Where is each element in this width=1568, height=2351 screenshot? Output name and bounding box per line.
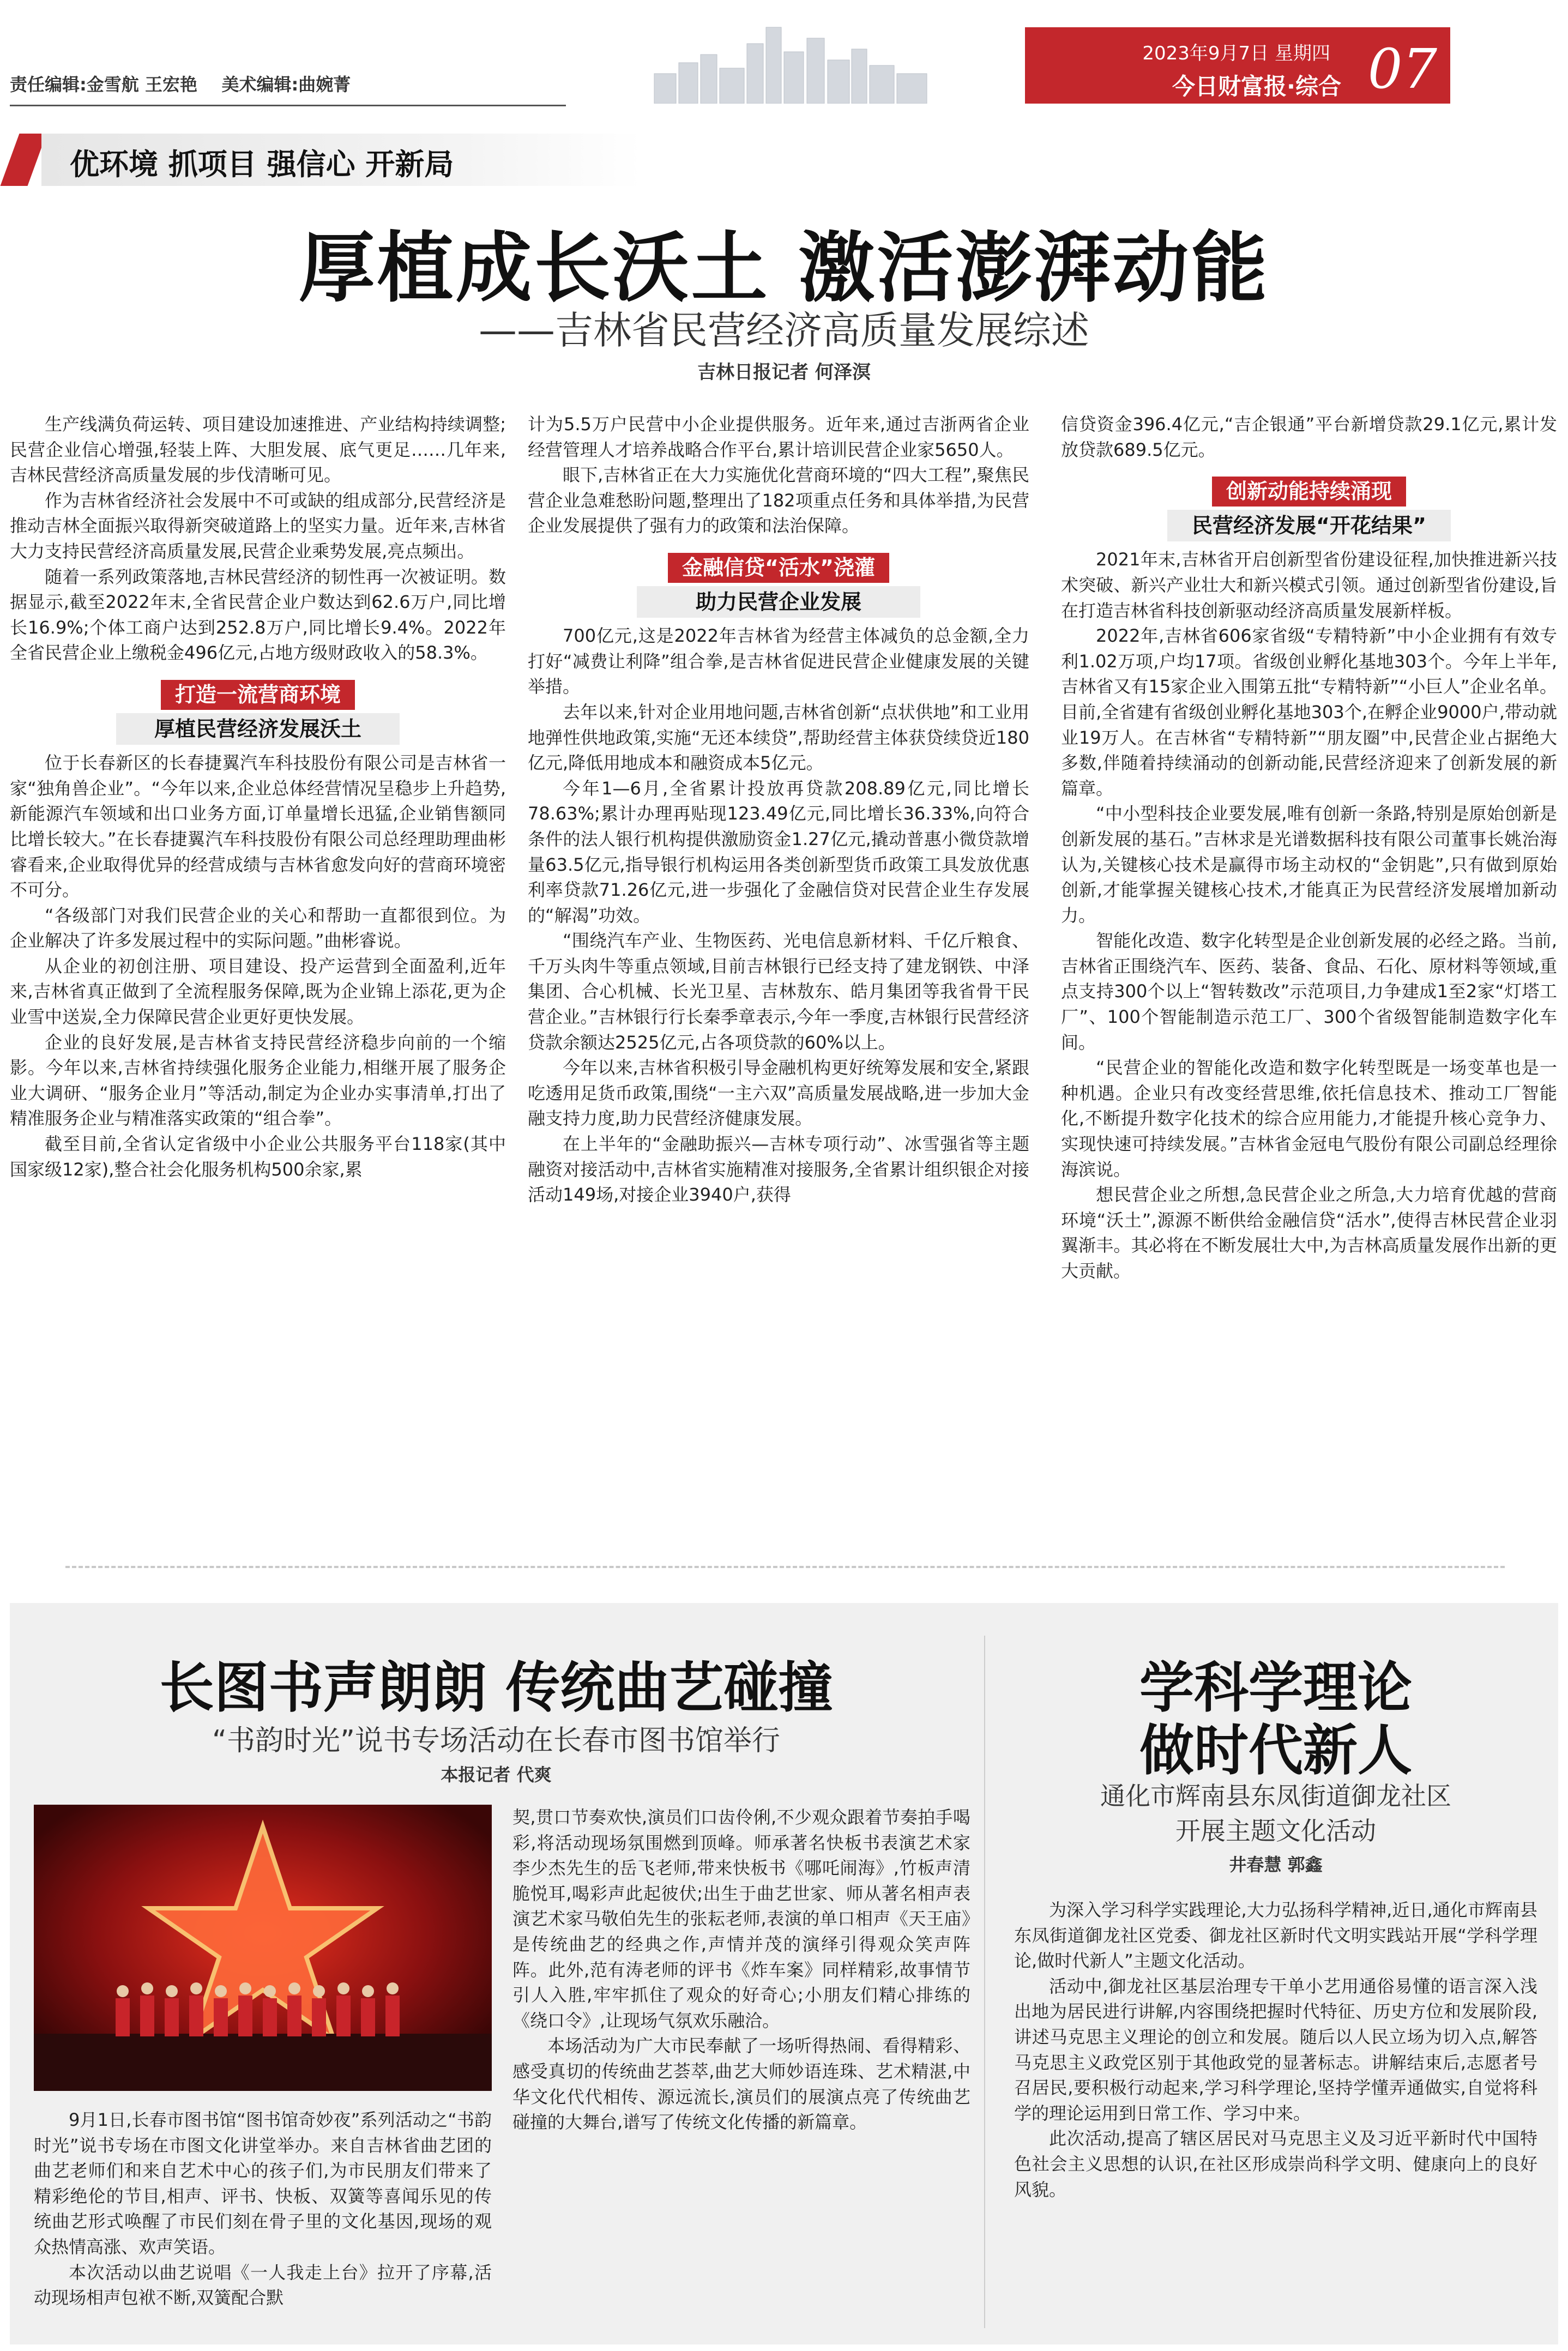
paragraph: 2021年末,吉林省开启创新型省份建设征程,加快推进新兴技术突破、新兴产业壮大和新兴模式引领。通过创新型省份建设,旨在打造吉林省科技创新驱动经济高质量发展新样板。 bbox=[1061, 549, 1557, 621]
paragraph: “各级部门对我们民营企业的关心和帮助一直都很到位。为企业解决了许多发展过程中的实际问题。”曲彬睿说。 bbox=[10, 905, 506, 951]
section-banner bbox=[1025, 27, 1450, 104]
main-headline: 厚植成长沃土 激活澎湃动能 bbox=[298, 224, 1270, 313]
story3-subheadline-line1: 通化市辉南县东凤街道御龙社区 bbox=[1100, 1781, 1451, 1811]
paragraph: 今年1—6月,全省累计投放再贷款208.89亿元,同比增长78.63%;累计办理再贴现123.49亿元,同比增长36.33%,向符合条件的法人银行机构提供激励资金1.27亿元,撬动普惠小微贷款增量63.5亿元,指导银行机构运用各类创新型货币政策工具发放优惠利率贷款71.26亿元,进一步强化了金融信贷对民营企业生存发展的“解渴”功效。 bbox=[528, 777, 1029, 926]
paragraph: 本次活动以曲艺说唱《一人我走上台》拉开了序幕,活动现场相声包袱不断,双簧配合默 bbox=[34, 2262, 492, 2308]
paragraph: 随着一系列政策落地,吉林民营经济的韧性再一次被证明。数据显示,截至2022年末,全省民营企业户数达到62.6万户,同比增长16.9%;个体工商户达到252.8万户,同比增长9.4%。2022年全省民营企业上缴税金496亿元,占地方级财政收入的58.3%。 bbox=[10, 566, 506, 664]
section-title: 创新动能持续涌现 bbox=[1212, 477, 1406, 507]
section-subtitle: 助力民营企业发展 bbox=[637, 586, 920, 618]
paragraph: 信贷资金396.4亿元,“吉企银通”平台新增贷款29.1亿元,累计发放贷款689.5亿元。 bbox=[1061, 414, 1557, 460]
editors-line: 责任编辑:金雪航 王宏艳 美术编辑:曲婉菁 bbox=[10, 74, 351, 95]
story2-headline: 长图书声朗朗 传统曲艺碰撞 bbox=[159, 1655, 833, 1720]
kicker-bar bbox=[10, 134, 653, 186]
paragraph: 截至目前,全省认定省级中小企业公共服务平台118家(其中国家级12家),整合社会化服务机构500余家,累 bbox=[10, 1134, 506, 1180]
stage-photo bbox=[34, 1805, 492, 2091]
paragraph: “民营企业的智能化改造和数字化转型既是一场变革也是一种机遇。企业只有改变经营思维,依托信息技术、推动工厂智能化,不断提升数字化技术的综合应用能力,才能提升核心竞争力、实现快速可持续发展。”吉林省金冠电气股份有限公司副总经理徐海滨说。 bbox=[1061, 1057, 1557, 1180]
story2-subheadline: “书韵时光”说书专场活动在长春市图书馆举行 bbox=[212, 1725, 780, 1757]
paragraph: 想民营企业之所想,急民营企业之所急,大力培育优越的营商环境“沃土”,源源不断供给金融信贷“活水”,使得吉林民营企业羽翼渐丰。其必将在不断发展壮大中,为吉林高质量发展作出新的更大贡献。 bbox=[1061, 1184, 1557, 1281]
section-heading-2 bbox=[528, 553, 1029, 618]
city-skyline-graphic bbox=[649, 22, 932, 104]
paragraph: 为深入学习科学实践理论,大力弘扬科学精神,近日,通化市辉南县东凤街道御龙社区党委、御龙社区新时代文明实践站开展“学科学理论,做时代新人”主题文化活动。 bbox=[1014, 1900, 1537, 1972]
article-column-3 bbox=[1061, 412, 1557, 1284]
section-name: 今日财富报·综合 bbox=[1172, 73, 1341, 100]
article-column-1 bbox=[10, 412, 506, 1182]
article-column-2 bbox=[528, 412, 1029, 1208]
paragraph: 企业的良好发展,是吉林省支持民营经济稳步向前的一个缩影。今年以来,吉林省持续强化服务企业能力,相继开展了服务企业大调研、“服务企业月”等活动,制定为企业办实事清单,打出了精准服务企业与精准落实政策的“组合拳”。 bbox=[10, 1032, 506, 1129]
paragraph: 生产线满负荷运转、项目建设加速推进、产业结构持续调整;民营企业信心增强,轻装上阵、大胆发展、底气更足……几年来,吉林民营经济高质量发展的步伐清晰可见。 bbox=[10, 414, 506, 486]
paragraph: 智能化改造、数字化转型是企业创新发展的必经之路。当前,吉林省正围绕汽车、医药、装备、食品、石化、原材料等领域,重点支持300个以上“智转数改”示范项目,力争建成1至2家“灯塔工厂”、100个智能制造示范工厂、300个省级智能制造数字化车间。 bbox=[1061, 930, 1557, 1053]
section-heading-1 bbox=[10, 680, 506, 745]
story3-byline: 井春慧 郭鑫 bbox=[1229, 1854, 1323, 1875]
paragraph: 9月1日,长春市图书馆“图书馆奇妙夜”系列活动之“书韵时光”说书专场在市图文化讲堂举办。来自吉林省曲艺团的曲艺老师们和来自艺术中心的孩子们,为市民朋友们带来了精彩绝伦的节目,相声、评书、快板、双簧等喜闻乐见的传统曲艺形式唤醒了市民们刻在骨子里的文化基因,现场的观众热情高涨、欢声笑语。 bbox=[34, 2109, 492, 2257]
paragraph: 契,贯口节奏欢快,演员们口齿伶俐,不少观众跟着节奏拍手喝彩,将活动现场氛围燃到顶峰。师承著名快板书表演艺术家李少杰先生的岳飞老师,带来快板书《哪吒闹海》,竹板声清脆悦耳,喝彩声此起彼伏;出生于曲艺世家、师从著名相声表演艺术家马敬伯先生的张耘老师,表演的单口相声《天王庙》是传统曲艺的经典之作,声情并茂的演绎引得观众笑声阵阵。此外,范有涛老师的评书《炸车案》同样精彩,故事情节引人入胜,牢牢抓住了观众的好奇心;小朋友们精心排练的《绕口令》,让现场气氛欢乐融洽。 bbox=[512, 1807, 970, 2031]
paragraph: 眼下,吉林省正在大力实施优化营商环境的“四大工程”,聚焦民营企业急难愁盼问题,整理出了182项重点任务和具体举措,为民营企业发展提供了强有力的政策和法治保障。 bbox=[528, 465, 1029, 536]
story3-body bbox=[1014, 1897, 1537, 2202]
paragraph: 此次活动,提高了辖区居民对马克思主义及习近平新时代中国特色社会主义思想的认识,在社区形成崇尚科学文明、健康向上的良好风貌。 bbox=[1014, 2128, 1537, 2200]
main-byline: 吉林日报记者 何泽溟 bbox=[697, 361, 871, 383]
paragraph: 作为吉林省经济社会发展中不可或缺的组成部分,民营经济是推动吉林全面振兴取得新突破道路上的坚实力量。近年来,吉林省大力支持民营经济高质量发展,民营企业乘势发展,亮点频出。 bbox=[10, 490, 506, 562]
paragraph: 位于长春新区的长春捷翼汽车科技股份有限公司是吉林省一家“独角兽企业”。“今年以来,企业总体经营情况呈稳步上升趋势,新能源汽车领域和出口业务方面,订单量增长迅猛,企业销售额同比增长较大。”在长春捷翼汽车科技股份有限公司总经理助理曲彬睿看来,企业取得优异的经营成绩与吉林省愈发向好的营商环境密不可分。 bbox=[10, 752, 506, 901]
story2-byline: 本报记者 代爽 bbox=[441, 1764, 552, 1785]
paragraph: 去年以来,针对企业用地问题,吉林省创新“点状供地”和工业用地弹性供地政策,实施“无还本续贷”,帮助经营主体获贷续贷近180亿元,降低用地成本和融资成本5亿元。 bbox=[528, 701, 1029, 774]
paragraph: 本场活动为广大市民奉献了一场听得热闹、看得精彩、感受真切的传统曲艺荟萃,曲艺大师妙语连珠、艺术精湛,中华文化代代相传、源远流长,演员们的展演点亮了传统曲艺碰撞的大舞台,谱写了传统文化传播的新篇章。 bbox=[512, 2035, 970, 2133]
story3-headline-line1: 学科学理论 bbox=[1139, 1655, 1412, 1720]
section-subtitle: 厚植民营经济发展沃土 bbox=[116, 713, 400, 745]
paragraph: 从企业的初创注册、项目建设、投产运营到全面盈利,近年来,吉林省真正做到了全流程服务保障,既为企业锦上添花,更为企业雪中送炭,全力保障民营企业更好更快发展。 bbox=[10, 955, 506, 1028]
story3-subheadline-line2: 开展主题文化活动 bbox=[1175, 1816, 1376, 1846]
story2-column-2 bbox=[512, 1805, 970, 2135]
story3-headline-line2: 做时代新人 bbox=[1139, 1718, 1412, 1782]
section-separator bbox=[65, 1566, 1505, 1568]
paragraph: 活动中,御龙社区基层治理专干单小艺用通俗易懂的语言深入浅出地为居民进行讲解,内容围绕把握时代特征、历史方位和发展阶段,讲述马克思主义理论的创立和发展。随后以人民立场为切入点,解答马克思主义政党区别于其他政党的显著标志。讲解结束后,志愿者号召居民,要积极行动起来,学习科学理论,坚持学懂弄通做实,自觉将科学的理论运用到日常工作、学习中来。 bbox=[1014, 1975, 1537, 2124]
section-subtitle: 民营经济发展“开花结果” bbox=[1167, 510, 1451, 542]
section-title: 打造一流营商环境 bbox=[161, 680, 355, 710]
story2-column-1 bbox=[34, 2107, 492, 2311]
issue-date: 2023年9月7日 星期四 bbox=[1142, 43, 1330, 64]
header-rule bbox=[10, 105, 566, 106]
paragraph: 计为5.5万户民营中小企业提供服务。近年来,通过吉浙两省企业经营管理人才培养战略合作平台,累计培训民营企业家5650人。 bbox=[528, 414, 1029, 460]
paragraph: “中小型科技企业要发展,唯有创新一条路,特别是原始创新是创新发展的基石。”吉林求是光谱数据科技有限公司董事长姚治海认为,关键核心技术是赢得市场主动权的“金钥匙”,只有做到原始创新,才能掌握关键核心技术,才能真正为民营经济发展增加新动力。 bbox=[1061, 803, 1557, 926]
paragraph: 700亿元,这是2022年吉林省为经营主体减负的总金额,全力打好“减费让利降”组合拳,是吉林省促进民营企业健康发展的关键举措。 bbox=[528, 625, 1029, 697]
section-title: 金融信贷“活水”浇灌 bbox=[668, 553, 889, 583]
paragraph: 2022年,吉林省606家省级“专精特新”中小企业拥有有效专利1.02万项,户均17项。省级创业孵化基地303个。今年上半年,吉林省又有15家企业入围第五批“专精特新”“小巨人”企业名单。目前,全省建有省级创业孵化基地303个,在孵企业9000户,带动就业19万人。在吉林省“专精特新”“朋友圈”中,民营企业占据绝大多数,伴随着持续涌动的创新动能,民营经济迎来了创新发展的新篇章。 bbox=[1061, 625, 1557, 799]
section-heading-3 bbox=[1061, 477, 1557, 541]
main-subheadline: ——吉林省民营经济高质量发展综述 bbox=[479, 308, 1089, 353]
paragraph: 在上半年的“金融助振兴—吉林专项行动”、冰雪强省等主题融资对接活动中,吉林省实施精准对接服务,全省累计组织银企对接活动149场,对接企业3940户,获得 bbox=[528, 1134, 1029, 1205]
kicker-text: 优环境 抓项目 强信心 开新局 bbox=[70, 147, 454, 182]
kicker-red-slab bbox=[1, 134, 47, 186]
paragraph: 今年以来,吉林省积极引导金融机构更好统筹发展和安全,紧跟吃透用足货币政策,围绕“一主六双”高质量发展战略,进一步加大金融支持力度,助力民营经济健康发展。 bbox=[528, 1057, 1029, 1129]
column-divider bbox=[984, 1636, 985, 2328]
paragraph: “围绕汽车产业、生物医药、光电信息新材料、千亿斤粮食、千万头肉牛等重点领域,目前吉林银行已经支持了建龙钢铁、中泽集团、合心机械、长光卫星、吉林敖东、皓月集团等我省骨干民营企业。”吉林银行行长秦季章表示,今年一季度,吉林银行民营经济贷款余额达2525亿元,占各项贷款的60%以上。 bbox=[528, 930, 1029, 1053]
page-number: 07 bbox=[1367, 37, 1437, 101]
